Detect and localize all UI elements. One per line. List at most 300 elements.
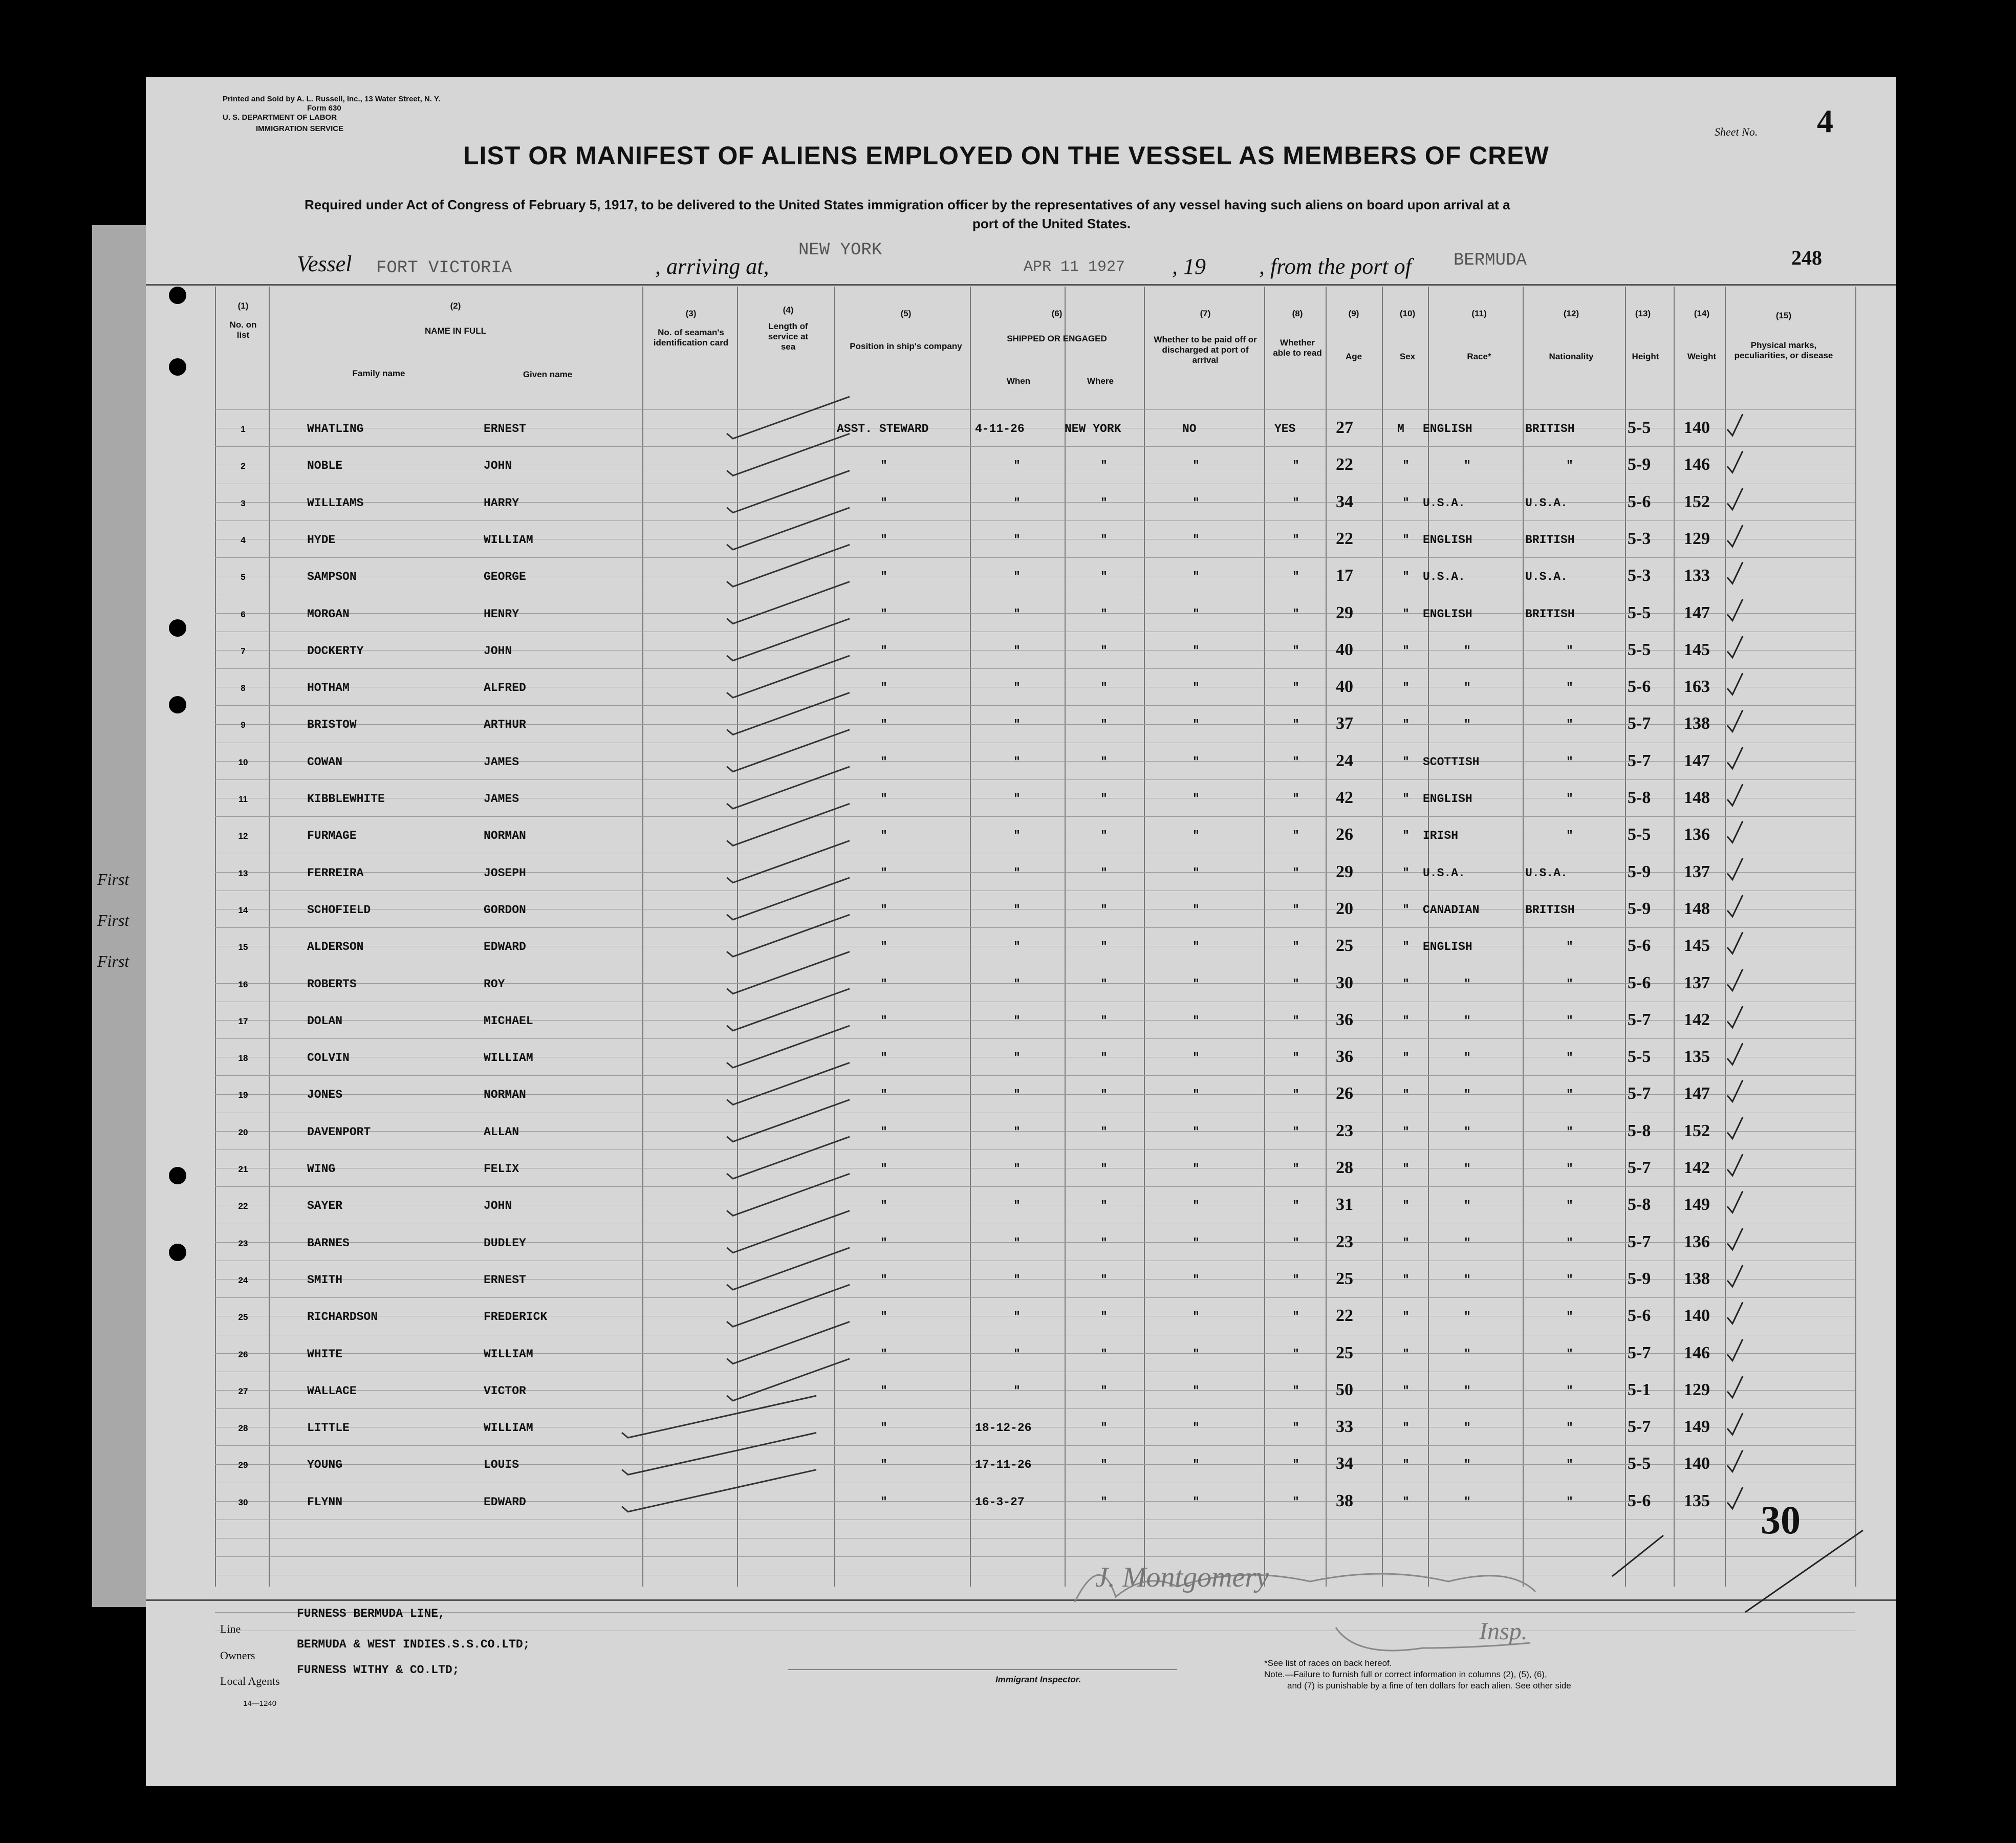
nationality: " <box>1566 1384 1573 1398</box>
nationality: BRITISH <box>1525 422 1575 436</box>
sex: " <box>1402 903 1410 917</box>
row-number: 20 <box>238 1127 248 1137</box>
service-stroke <box>727 1359 850 1401</box>
paid-off: " <box>1193 977 1200 991</box>
weight: 163 <box>1684 677 1710 697</box>
race: U.S.A. <box>1423 570 1465 584</box>
weight: 138 <box>1684 714 1710 733</box>
able-to-read: " <box>1292 1014 1299 1028</box>
from-port-label: , from the port of <box>1259 254 1412 279</box>
age: 29 <box>1336 603 1353 622</box>
able-to-read: " <box>1292 1162 1299 1176</box>
col13-header: Height <box>1632 352 1659 361</box>
race: " <box>1464 1458 1471 1472</box>
col15-num: (15) <box>1775 311 1792 320</box>
sex: " <box>1402 792 1410 806</box>
weight: 146 <box>1684 455 1710 474</box>
race: " <box>1464 459 1471 473</box>
race: " <box>1464 1051 1471 1065</box>
shipped-when: " <box>1013 792 1021 806</box>
able-to-read: " <box>1292 866 1299 880</box>
note-line2: and (7) is punishable by a fine of ten dollars for each alien. See other side <box>1287 1681 1571 1690</box>
owners-label: Owners <box>220 1649 255 1662</box>
col12-num: (12) <box>1563 309 1579 318</box>
check-mark <box>1727 1154 1743 1176</box>
subtitle-line1: Required under Act of Congress of February 5, 1917, to be delivered to the United States immigration officer by the representatives of any vessel having such aliens on board upon arrival at a <box>305 197 1510 212</box>
given-name: NORMAN <box>484 829 526 843</box>
weight: 140 <box>1684 418 1710 437</box>
sex: " <box>1402 1495 1410 1509</box>
check-mark <box>1727 1117 1743 1139</box>
shipped-when: " <box>1013 644 1021 658</box>
weight: 137 <box>1684 862 1710 881</box>
shipped-where: " <box>1100 496 1108 510</box>
service-stroke <box>727 508 850 550</box>
sex: " <box>1402 1236 1410 1250</box>
shipped-where: " <box>1100 607 1108 621</box>
col12-header: Nationality <box>1549 352 1594 361</box>
able-to-read: " <box>1292 1236 1299 1250</box>
height: 5-7 <box>1628 751 1651 770</box>
shipped-where: " <box>1100 1125 1108 1139</box>
family-name: WHITE <box>307 1347 343 1361</box>
race: U.S.A. <box>1423 866 1465 880</box>
family-name: FERREIRA <box>307 866 364 880</box>
race: ENGLISH <box>1423 607 1472 621</box>
position: " <box>880 533 887 547</box>
race: " <box>1464 1310 1471 1324</box>
check-mark <box>1727 562 1743 583</box>
position: " <box>880 866 887 880</box>
nationality: " <box>1566 1347 1573 1361</box>
col7-header: Whether to be paid off or discharged at port of arrival <box>1154 335 1257 365</box>
height: 5-5 <box>1628 640 1651 659</box>
paid-off: " <box>1193 718 1200 732</box>
check-mark <box>1727 1080 1743 1101</box>
given-name: WILLIAM <box>484 1347 533 1361</box>
service-stroke <box>727 692 850 734</box>
race: U.S.A. <box>1423 496 1465 510</box>
nationality: U.S.A. <box>1525 496 1568 510</box>
page-stamp: 248 <box>1791 246 1822 269</box>
position: " <box>880 570 887 584</box>
paid-off: " <box>1193 792 1200 806</box>
given-name: ARTHUR <box>484 718 526 732</box>
paid-off: " <box>1193 1384 1200 1398</box>
nationality: BRITISH <box>1525 903 1575 917</box>
race: CANADIAN <box>1423 903 1480 917</box>
sex: " <box>1402 1014 1410 1028</box>
paid-off: " <box>1193 496 1200 510</box>
family-name: WILLIAMS <box>307 496 364 510</box>
shipped-when: " <box>1013 1088 1021 1102</box>
row-number: 25 <box>238 1312 248 1322</box>
height: 5-3 <box>1628 529 1651 548</box>
position: " <box>880 1384 887 1398</box>
check-mark <box>1727 747 1743 769</box>
shipped-where: " <box>1100 829 1108 843</box>
weight: 140 <box>1684 1306 1710 1326</box>
position: " <box>880 1310 887 1324</box>
sex: " <box>1402 718 1410 732</box>
family-name: FURMAGE <box>307 829 357 843</box>
family-name: BARNES <box>307 1236 350 1250</box>
position: " <box>880 977 887 991</box>
age: 25 <box>1336 1343 1353 1362</box>
given-name: ERNEST <box>484 422 526 436</box>
position: " <box>880 1236 887 1250</box>
given-name: JOHN <box>484 459 512 473</box>
height: 5-8 <box>1628 1121 1651 1140</box>
age: 22 <box>1336 529 1353 548</box>
age: 24 <box>1336 751 1353 770</box>
race: " <box>1464 1421 1471 1435</box>
col7-num: (7) <box>1200 309 1211 318</box>
col9-num: (9) <box>1348 309 1359 318</box>
given-name: ALLAN <box>484 1125 519 1139</box>
able-to-read: " <box>1292 1347 1299 1361</box>
row-number: 30 <box>238 1497 248 1507</box>
shipped-when: " <box>1013 1273 1021 1287</box>
able-to-read: " <box>1292 1421 1299 1435</box>
nationality: " <box>1566 1162 1573 1176</box>
check-mark <box>1727 1487 1743 1509</box>
able-to-read: " <box>1292 903 1299 917</box>
row-number: 21 <box>238 1164 248 1174</box>
family-name: YOUNG <box>307 1458 343 1472</box>
shipped-when: " <box>1013 1125 1021 1139</box>
paid-off: " <box>1193 940 1200 954</box>
paid-off: " <box>1193 1421 1200 1435</box>
check-mark <box>1727 451 1743 472</box>
col6-num: (6) <box>1051 309 1063 318</box>
race: " <box>1464 1273 1471 1287</box>
shipped-where: " <box>1100 792 1108 806</box>
inspector-label: Immigrant Inspector. <box>995 1675 1081 1684</box>
position: " <box>880 1347 887 1361</box>
form-number: Form 630 <box>307 104 341 113</box>
owners-value: BERMUDA & WEST INDIES.S.S.CO.LTD; <box>297 1638 530 1651</box>
age: 22 <box>1336 455 1353 474</box>
position: " <box>880 1014 887 1028</box>
paid-off: " <box>1193 1014 1200 1028</box>
sex: " <box>1402 1384 1410 1398</box>
service-stroke <box>727 1137 850 1179</box>
position: " <box>880 1421 887 1435</box>
given-name: ERNEST <box>484 1273 526 1287</box>
age: 22 <box>1336 1306 1353 1326</box>
weight: 137 <box>1684 973 1710 992</box>
form-code: 14—1240 <box>243 1699 277 1708</box>
service-stroke <box>727 841 850 883</box>
given-name: ROY <box>484 977 505 991</box>
race: " <box>1464 1495 1471 1509</box>
service-stroke <box>727 915 850 957</box>
able-to-read: " <box>1292 792 1299 806</box>
shipped-where: " <box>1100 755 1108 769</box>
weight: 138 <box>1684 1269 1710 1288</box>
sex: " <box>1402 866 1410 880</box>
height: 5-7 <box>1628 1417 1651 1437</box>
weight: 145 <box>1684 936 1710 956</box>
nationality: U.S.A. <box>1525 866 1568 880</box>
service-stroke <box>727 1211 850 1253</box>
shipped-where: " <box>1100 977 1108 991</box>
given-name: DUDLEY <box>484 1236 526 1250</box>
sex: " <box>1402 1458 1410 1472</box>
nationality: " <box>1566 1495 1573 1509</box>
race: " <box>1464 718 1471 732</box>
check-mark <box>1727 488 1743 510</box>
col11-header: Race* <box>1467 352 1491 361</box>
age: 36 <box>1336 1047 1353 1067</box>
sex: " <box>1402 755 1410 769</box>
height: 5-1 <box>1628 1380 1651 1399</box>
origin-port: BERMUDA <box>1454 251 1527 270</box>
able-to-read: " <box>1292 940 1299 954</box>
age: 40 <box>1336 640 1353 659</box>
shipped-where: " <box>1100 1273 1108 1287</box>
height: 5-5 <box>1628 825 1651 844</box>
given-name: JAMES <box>484 755 519 769</box>
row-number: 24 <box>238 1275 248 1285</box>
sex: " <box>1402 459 1410 473</box>
col14-num: (14) <box>1694 309 1710 318</box>
check-mark <box>1727 636 1743 658</box>
shipped-when: " <box>1013 866 1021 880</box>
weight: 148 <box>1684 788 1710 807</box>
shipped-where: " <box>1100 866 1108 880</box>
sex: " <box>1402 681 1410 695</box>
nationality: " <box>1566 829 1573 843</box>
able-to-read: " <box>1292 977 1299 991</box>
sex: " <box>1402 1162 1410 1176</box>
sex: " <box>1402 570 1410 584</box>
page-title: LIST OR MANIFEST OF ALIENS EMPLOYED ON THE VESSEL AS MEMBERS OF CREW <box>463 141 1549 170</box>
family-name: HOTHAM <box>307 681 350 695</box>
paid-off: " <box>1193 1310 1200 1324</box>
given-name: JOHN <box>484 644 512 658</box>
row-number: 9 <box>241 720 246 730</box>
agents-label: Local Agents <box>220 1675 280 1687</box>
height: 5-6 <box>1628 936 1651 956</box>
able-to-read: " <box>1292 644 1299 658</box>
total-count: 30 <box>1761 1498 1801 1542</box>
service-stroke <box>727 1285 850 1327</box>
family-name: SAMPSON <box>307 570 357 584</box>
row-number: 17 <box>238 1016 248 1026</box>
race: " <box>1464 1125 1471 1139</box>
shipped-where: " <box>1100 1088 1108 1102</box>
sex: " <box>1402 1273 1410 1287</box>
col2-header: NAME IN FULL <box>425 326 486 336</box>
service-stroke <box>727 767 850 809</box>
check-mark <box>1727 1228 1743 1250</box>
height: 5-7 <box>1628 1158 1651 1177</box>
sex: " <box>1402 940 1410 954</box>
shipped-when: " <box>1013 496 1021 510</box>
race: ENGLISH <box>1423 792 1472 806</box>
service-stroke <box>727 804 850 845</box>
family-name: SMITH <box>307 1273 343 1287</box>
margin-note: First <box>97 911 129 929</box>
age: 26 <box>1336 825 1353 844</box>
family-name: LITTLE <box>307 1421 350 1435</box>
service-stroke <box>622 1470 816 1512</box>
family-name: WHATLING <box>307 422 364 436</box>
paid-off: " <box>1193 607 1200 621</box>
family-name: ALDERSON <box>307 940 364 954</box>
weight: 152 <box>1684 1121 1710 1140</box>
position: " <box>880 1051 887 1065</box>
height: 5-6 <box>1628 1306 1651 1326</box>
age: 40 <box>1336 677 1353 697</box>
service-stroke <box>727 1063 850 1104</box>
col5-num: (5) <box>900 309 912 318</box>
service-stroke <box>727 433 850 475</box>
col4-num: (4) <box>783 305 794 315</box>
nationality: " <box>1566 1421 1573 1435</box>
sex: " <box>1402 644 1410 658</box>
shipped-when: " <box>1013 681 1021 695</box>
paid-off: " <box>1193 903 1200 917</box>
height: 5-7 <box>1628 1010 1651 1029</box>
height: 5-9 <box>1628 1269 1651 1288</box>
given-name: FELIX <box>484 1162 519 1176</box>
row-number: 4 <box>241 535 246 545</box>
col6-when: When <box>1006 376 1031 386</box>
signature: J. Montgomery <box>1095 1562 1269 1593</box>
given-name: HARRY <box>484 496 519 510</box>
race: " <box>1464 644 1471 658</box>
height: 5-6 <box>1628 973 1651 992</box>
able-to-read: " <box>1292 496 1299 510</box>
row-number: 8 <box>241 683 246 693</box>
family-name: COLVIN <box>307 1051 350 1065</box>
weight: 149 <box>1684 1417 1710 1437</box>
paid-off: " <box>1193 1273 1200 1287</box>
age: 37 <box>1336 714 1353 733</box>
able-to-read: " <box>1292 829 1299 843</box>
service-stroke <box>727 619 850 661</box>
paid-off: " <box>1193 459 1200 473</box>
given-name: NORMAN <box>484 1088 526 1102</box>
family-name: RICHARDSON <box>307 1310 378 1324</box>
sex: " <box>1402 1347 1410 1361</box>
shipped-when: " <box>1013 1014 1021 1028</box>
arrival-port: NEW YORK <box>798 241 882 260</box>
shipped-when: " <box>1013 940 1021 954</box>
able-to-read: " <box>1292 1458 1299 1472</box>
shipped-where: " <box>1100 718 1108 732</box>
shipped-when: " <box>1013 459 1021 473</box>
height: 5-6 <box>1628 677 1651 697</box>
shipped-where: NEW YORK <box>1065 422 1121 436</box>
paid-off: " <box>1193 533 1200 547</box>
age: 36 <box>1336 1010 1353 1029</box>
family-name: ROBERTS <box>307 977 357 991</box>
given-name: EDWARD <box>484 1495 526 1509</box>
age: 50 <box>1336 1380 1353 1399</box>
paid-off: " <box>1193 1088 1200 1102</box>
footnote: *See list of races on back hereof. <box>1264 1658 1392 1668</box>
nationality: BRITISH <box>1525 607 1575 621</box>
shipped-when: 4-11-26 <box>975 422 1025 436</box>
paid-off: " <box>1193 1347 1200 1361</box>
signature-title: Insp. <box>1479 1618 1528 1645</box>
family-name: DAVENPORT <box>307 1125 371 1139</box>
col11-num: (11) <box>1471 309 1487 318</box>
shipped-when: " <box>1013 1236 1021 1250</box>
paid-off: " <box>1193 1125 1200 1139</box>
height: 5-3 <box>1628 566 1651 586</box>
race: ENGLISH <box>1423 422 1472 436</box>
service: IMMIGRATION SERVICE <box>256 124 344 133</box>
height: 5-7 <box>1628 1343 1651 1362</box>
weight: 136 <box>1684 1232 1710 1251</box>
nationality: " <box>1566 459 1573 473</box>
weight: 140 <box>1684 1454 1710 1473</box>
shipped-where: " <box>1100 644 1108 658</box>
col8-num: (8) <box>1292 309 1303 318</box>
family-name: WALLACE <box>307 1384 357 1398</box>
paid-off: " <box>1193 644 1200 658</box>
weight: 135 <box>1684 1047 1710 1067</box>
position: " <box>880 496 887 510</box>
nationality: " <box>1566 1310 1573 1324</box>
able-to-read: " <box>1292 718 1299 732</box>
paid-off: " <box>1193 755 1200 769</box>
able-to-read: " <box>1292 1495 1299 1509</box>
race: SCOTTISH <box>1423 755 1480 769</box>
race: ENGLISH <box>1423 940 1472 954</box>
service-stroke <box>727 656 850 698</box>
able-to-read: " <box>1292 1384 1299 1398</box>
nationality: " <box>1566 1125 1573 1139</box>
nationality: " <box>1566 1273 1573 1287</box>
race: " <box>1464 681 1471 695</box>
able-to-read: YES <box>1274 422 1296 436</box>
shipped-where: " <box>1100 1236 1108 1250</box>
nationality: " <box>1566 644 1573 658</box>
service-stroke <box>727 730 850 772</box>
family-name: DOCKERTY <box>307 644 364 658</box>
row-number: 5 <box>241 572 246 582</box>
sex: " <box>1402 1088 1410 1102</box>
check-mark <box>1727 525 1743 547</box>
able-to-read: " <box>1292 1125 1299 1139</box>
row-number: 1 <box>241 424 246 434</box>
age: 17 <box>1336 566 1353 586</box>
given-name: HENRY <box>484 607 519 621</box>
shipped-where: " <box>1100 1199 1108 1213</box>
given-name: GEORGE <box>484 570 526 584</box>
age: 26 <box>1336 1084 1353 1103</box>
weight: 129 <box>1684 1380 1710 1399</box>
col1-num: (1) <box>237 301 249 311</box>
family-name: JONES <box>307 1088 343 1102</box>
check-mark <box>1727 969 1743 991</box>
row-number: 2 <box>241 461 246 471</box>
shipped-where: " <box>1100 1014 1108 1028</box>
service-stroke <box>727 1026 850 1068</box>
check-mark <box>1727 1339 1743 1361</box>
shipped-where: " <box>1100 903 1108 917</box>
height: 5-5 <box>1628 1047 1651 1067</box>
able-to-read: " <box>1292 1088 1299 1102</box>
col1-header: No. on list <box>229 320 257 340</box>
col6-where: Where <box>1087 376 1114 386</box>
